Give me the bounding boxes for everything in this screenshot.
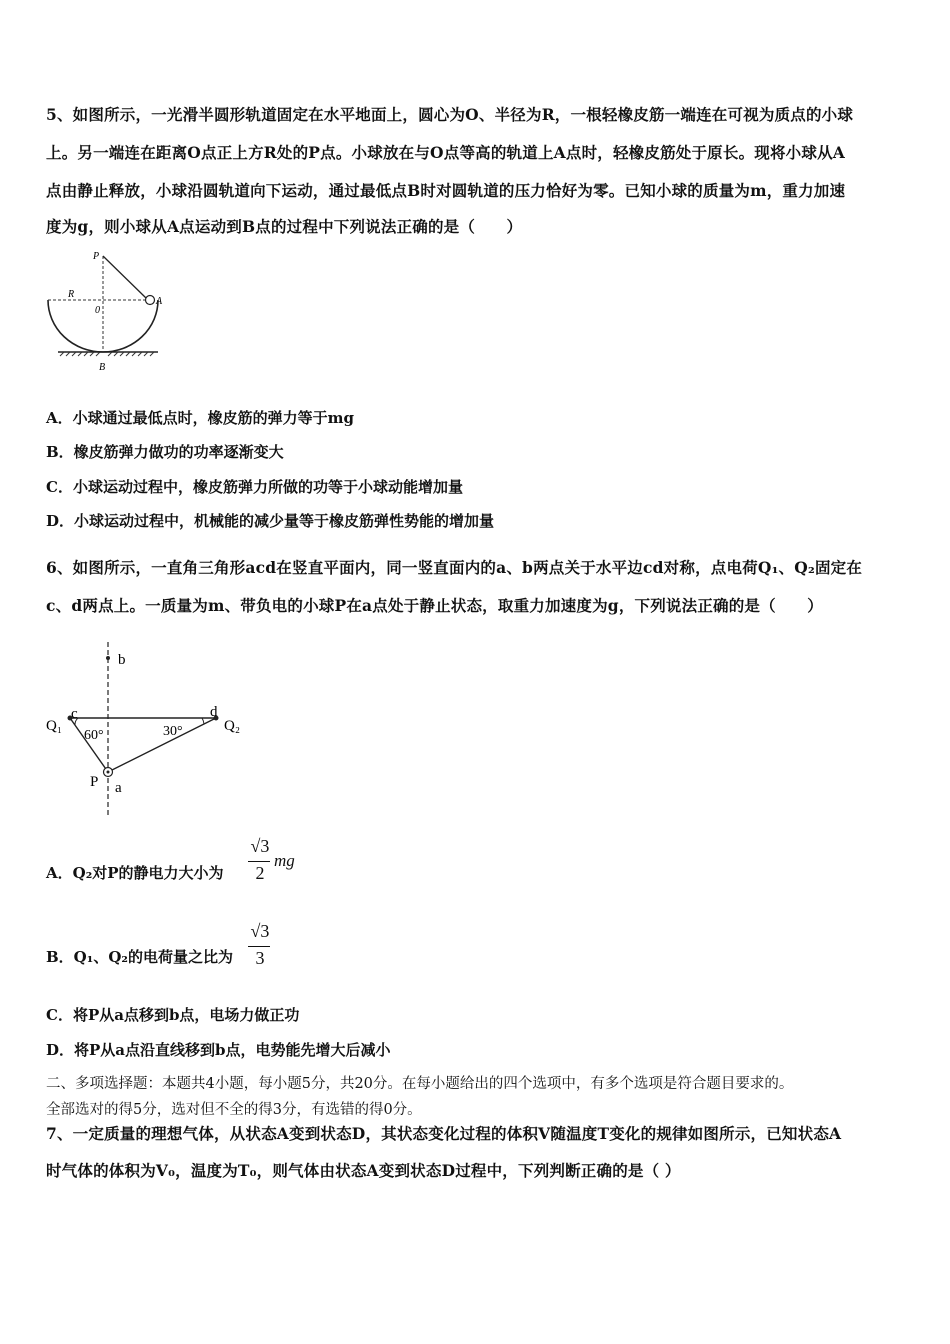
q6-option-c: C．将P从a点移到b点，电场力做正功: [46, 1006, 300, 1024]
q6-option-b-fraction: [246, 921, 286, 971]
q5-label-r: R: [68, 289, 75, 300]
q5-label-o: 0: [95, 305, 100, 316]
q6-label-a: a: [115, 780, 122, 796]
q5-option-d: D．小球运动过程中，机械能的减少量等于橡皮筋弹性势能的增加量: [46, 512, 495, 530]
q5-line-2: 上。另一端连在距离O点正上方R处的P点。小球放在与O点等高的轨道上A点时，轻橡皮筋处于原长。现将小球从A: [46, 143, 845, 162]
q5-option-b: B．橡皮筋弹力做功的功率逐渐变大: [46, 443, 284, 461]
q6-angle-arc-30: [202, 718, 204, 724]
q5-label-b: B: [99, 362, 106, 373]
q6-label-c: c: [71, 706, 78, 722]
q6-side-da: [108, 718, 216, 772]
q6-label-b: b: [118, 652, 126, 668]
q6-option-b-fraction-bar: [248, 946, 270, 947]
q6-label-d: d: [210, 704, 218, 720]
q5-option-a: A．小球通过最低点时，橡皮筋的弹力等于mg: [46, 409, 354, 427]
q6-label-30: 30°: [163, 724, 183, 739]
q5-line-3: 点由静止释放，小球沿圆轨道向下运动，通过最低点B时对圆轨道的压力恰好为零。已知小球的质量为m，重力加速: [46, 181, 846, 200]
q6-line-1: 6、如图所示，一直角三角形acd在竖直平面内，同一竖直面内的a、b两点关于水平边cd对称，点电荷Q₁、Q₂固定在: [46, 558, 863, 577]
q5-label-p: P: [93, 251, 100, 262]
q6-option-a-prefix: A．Q₂对P的静电力大小为: [46, 864, 224, 882]
q5-rubber-band: [103, 256, 146, 298]
q6-option-b-prefix: B．Q₁、Q₂的电荷量之比为: [46, 948, 233, 966]
q7-line-1: 7、一定质量的理想气体，从状态A变到状态D，其状态变化过程的体积V随温度T变化的规律如图所示，已知状态A: [46, 1124, 842, 1143]
q6-label-q2: Q₂: [224, 718, 241, 734]
q6-option-a-fraction-bar: [248, 861, 270, 862]
q6-point-b: [106, 656, 110, 660]
q6-label-q1: Q₁: [46, 718, 63, 734]
q5-label-a: A: [156, 296, 163, 307]
q6-label-60: 60°: [84, 728, 104, 743]
q6-option-b-denominator: 3: [255, 948, 265, 968]
q5-line-4: 度为g，则小球从A点运动到B点的过程中下列说法正确的是（ ）: [46, 217, 523, 236]
q5-option-c: C．小球运动过程中，橡皮筋弹力所做的功等于小球动能增加量: [46, 478, 463, 496]
q6-side-ca: [70, 718, 108, 772]
q6-figure: [40, 636, 260, 822]
q6-option-d: D．将P从a点沿直线移到b点，电势能先增大后减小: [46, 1041, 391, 1059]
q6-line-2: c、d两点上。一质量为m、带负电的小球P在a点处于静止状态，取重力加速度为g，下列说法正确的是（ ）: [46, 596, 823, 615]
q7-line-2: 时气体的体积为V₀，温度为T₀，则气体由状态A变到状态D过程中，下列判断正确的是（ ）: [46, 1161, 681, 1180]
q5-line-1: 5、如图所示，一光滑半圆形轨道固定在水平地面上，圆心为O、半径为R，一根轻橡皮筋一端连在可视为质点的小球: [46, 105, 854, 124]
q6-option-a-denominator: 2: [255, 863, 265, 883]
section2-line-1: 二、多项选择题：本题共4小题，每小题5分，共20分。在每小题给出的四个选项中，有多个选项是符合题目要求的。: [46, 1076, 794, 1092]
q6-option-a-numerator: √3: [250, 836, 270, 856]
q6-label-p: P: [90, 774, 99, 790]
q6-option-a-fraction: [246, 836, 306, 886]
q5-ball: [146, 296, 155, 305]
section2-line-2: 全部选对的得5分，选对但不全的得3分，有选错的得0分。: [46, 1102, 422, 1118]
q6-option-b-numerator: √3: [250, 921, 270, 941]
q5-figure: [40, 246, 180, 374]
q6-option-a-mg: mg: [274, 851, 295, 870]
